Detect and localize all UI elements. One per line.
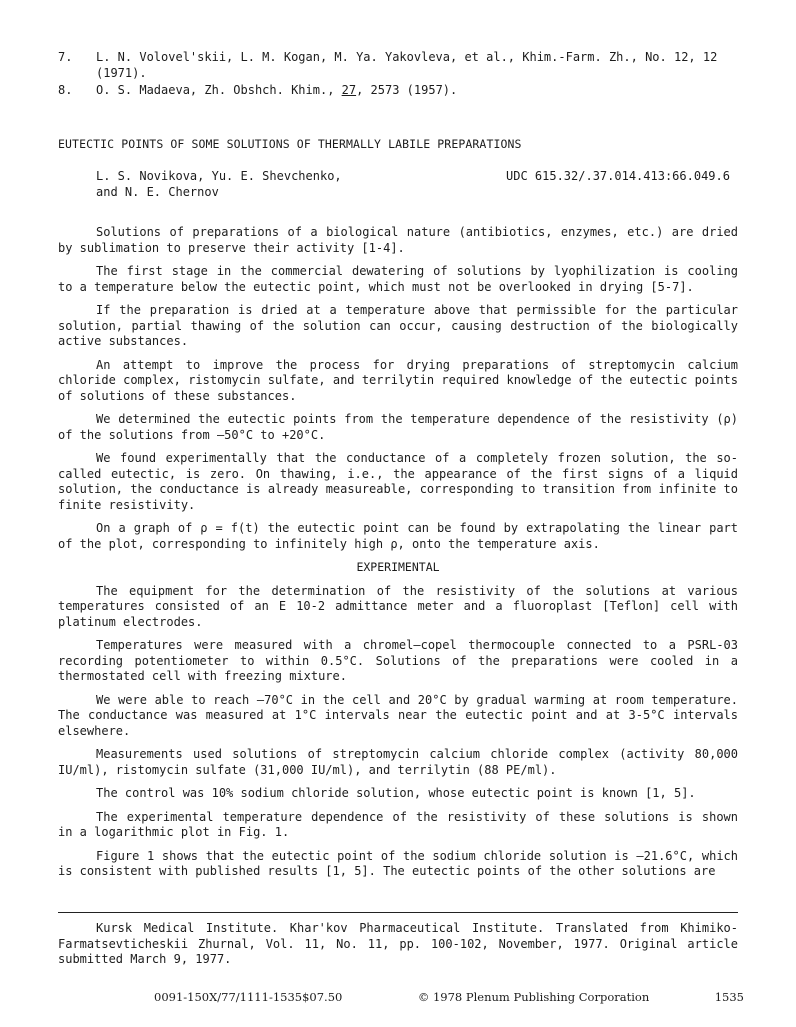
page-number: 1535 bbox=[714, 990, 744, 1004]
reference-text bbox=[96, 83, 748, 99]
reference-text-end: , 2573 (1957). bbox=[356, 83, 458, 97]
body-paragraph: On a graph of ρ = f(t) the eutectic point can be found by extrapolating the linear part of the plot, corresponding to infinitely high ρ, onto the temperature axis. bbox=[58, 521, 738, 551]
article-code: 0091-150X/77/1111-1535$07.50 bbox=[154, 990, 343, 1004]
body-paragraph: We were able to reach —70°C in the cell and 20°C by gradual warming at room temperature. The conductance was measured at 1°C intervals near the eutectic point and at 3-5°C intervals elsewhere. bbox=[58, 692, 738, 738]
reference-text: L. N. Volovel'skii, L. M. Kogan, M. Ya. Yakovleva, et al., Khim.-Farm. Zh., No. 12, 12 (1971). bbox=[96, 50, 718, 80]
authors-line: and N. E. Chernov bbox=[96, 184, 219, 199]
body-paragraph: If the preparation is dried at a temperature above that permissible for the particular solution, partial thawing of the solution can occur, causing destruction of the biologically active substances. bbox=[58, 303, 738, 348]
reference-list bbox=[58, 50, 748, 101]
article-body bbox=[58, 225, 738, 888]
udc-code: UDC 615.32/.37.014.413:66.049.6 bbox=[506, 169, 730, 183]
page-footer bbox=[154, 990, 744, 1006]
reference-volume: 27 bbox=[341, 83, 357, 97]
body-paragraph: The equipment for the determination of the resistivity of the solutions at various temperatures consisted of an E 10-2 admittance meter and a fluoroplast [Teflon] cell with platinum electrodes. bbox=[58, 583, 738, 629]
reference-number: 7. bbox=[58, 50, 73, 64]
body-paragraph: The control was 10% sodium chloride solution, whose eutectic point is known [1, 5]. bbox=[96, 786, 696, 800]
body-paragraph: Solutions of preparations of a biological nature (antibiotics, enzymes, etc.) are dried by sublimation to preserve their activity [1-4]. bbox=[58, 225, 738, 255]
reference-number: 8. bbox=[58, 83, 73, 97]
footnote-divider bbox=[58, 912, 738, 913]
body-paragraph: An attempt to improve the process for drying preparations of streptomycin calcium chloride complex, ristomycin sulfate, and terrilytin required knowledge of the eutectic points of solutions of these substances. bbox=[58, 357, 738, 403]
copyright-notice: © 1978 Plenum Publishing Corporation bbox=[417, 990, 650, 1004]
reference-item bbox=[58, 50, 748, 81]
reference-item bbox=[58, 83, 748, 99]
body-paragraph: Measurements used solutions of streptomycin calcium chloride complex (activity 80,000 IU/ml), ristomycin sulfate (31,000 IU/ml), and terrilytin (88 PE/ml). bbox=[58, 747, 738, 777]
body-paragraph: Temperatures were measured with a chromel—copel thermocouple connected to a PSRL-03 recording potentiometer to within 0.5°C. Solutions of the preparations were cooled in a thermostated cell with freezing mixture. bbox=[58, 638, 738, 683]
body-paragraph: We determined the eutectic points from the temperature dependence of the resistivity (ρ) of the solutions from —50°C to +20°C. bbox=[58, 412, 738, 442]
section-heading: EXPERIMENTAL bbox=[356, 560, 440, 574]
body-paragraph: The first stage in the commercial dewatering of solutions by lyophilization is cooling to a temperature below the eutectic point, which must not be overlooked in drying [5-7]. bbox=[58, 264, 738, 294]
reference-text-start: O. S. Madaeva, Zh. Obshch. Khim., bbox=[96, 83, 342, 97]
body-paragraph: Figure 1 shows that the eutectic point of the sodium chloride solution is —21.6°C, which is consistent with published results [1, 5]. The eutectic points of the other solutions are bbox=[58, 848, 738, 878]
authors-line: L. S. Novikova, Yu. E. Shevchenko, bbox=[96, 169, 342, 183]
body-paragraph: We found experimentally that the conductance of a completely frozen solution, the so-called eutectic, is zero. On thawing, i.e., the appearance of the first signs of a liquid solution, the conductance is already measureable, corresponding to transition from infinite to finite resistivity. bbox=[58, 451, 738, 512]
footnote: Kursk Medical Institute. Khar'kov Pharmaceutical Institute. Translated from Khimiko-Farmatsevticheskii Zhurnal, Vol. 11, No. 11, pp. 100-102, November, 1977. Original article submitted March 9, 1977. bbox=[58, 921, 738, 966]
body-paragraph: The experimental temperature dependence of the resistivity of these solutions is shown in a logarithmic plot in Fig. 1. bbox=[58, 809, 738, 839]
article-authors bbox=[96, 169, 396, 200]
article-title: EUTECTIC POINTS OF SOME SOLUTIONS OF THERMALLY LABILE PREPARATIONS bbox=[58, 137, 522, 151]
